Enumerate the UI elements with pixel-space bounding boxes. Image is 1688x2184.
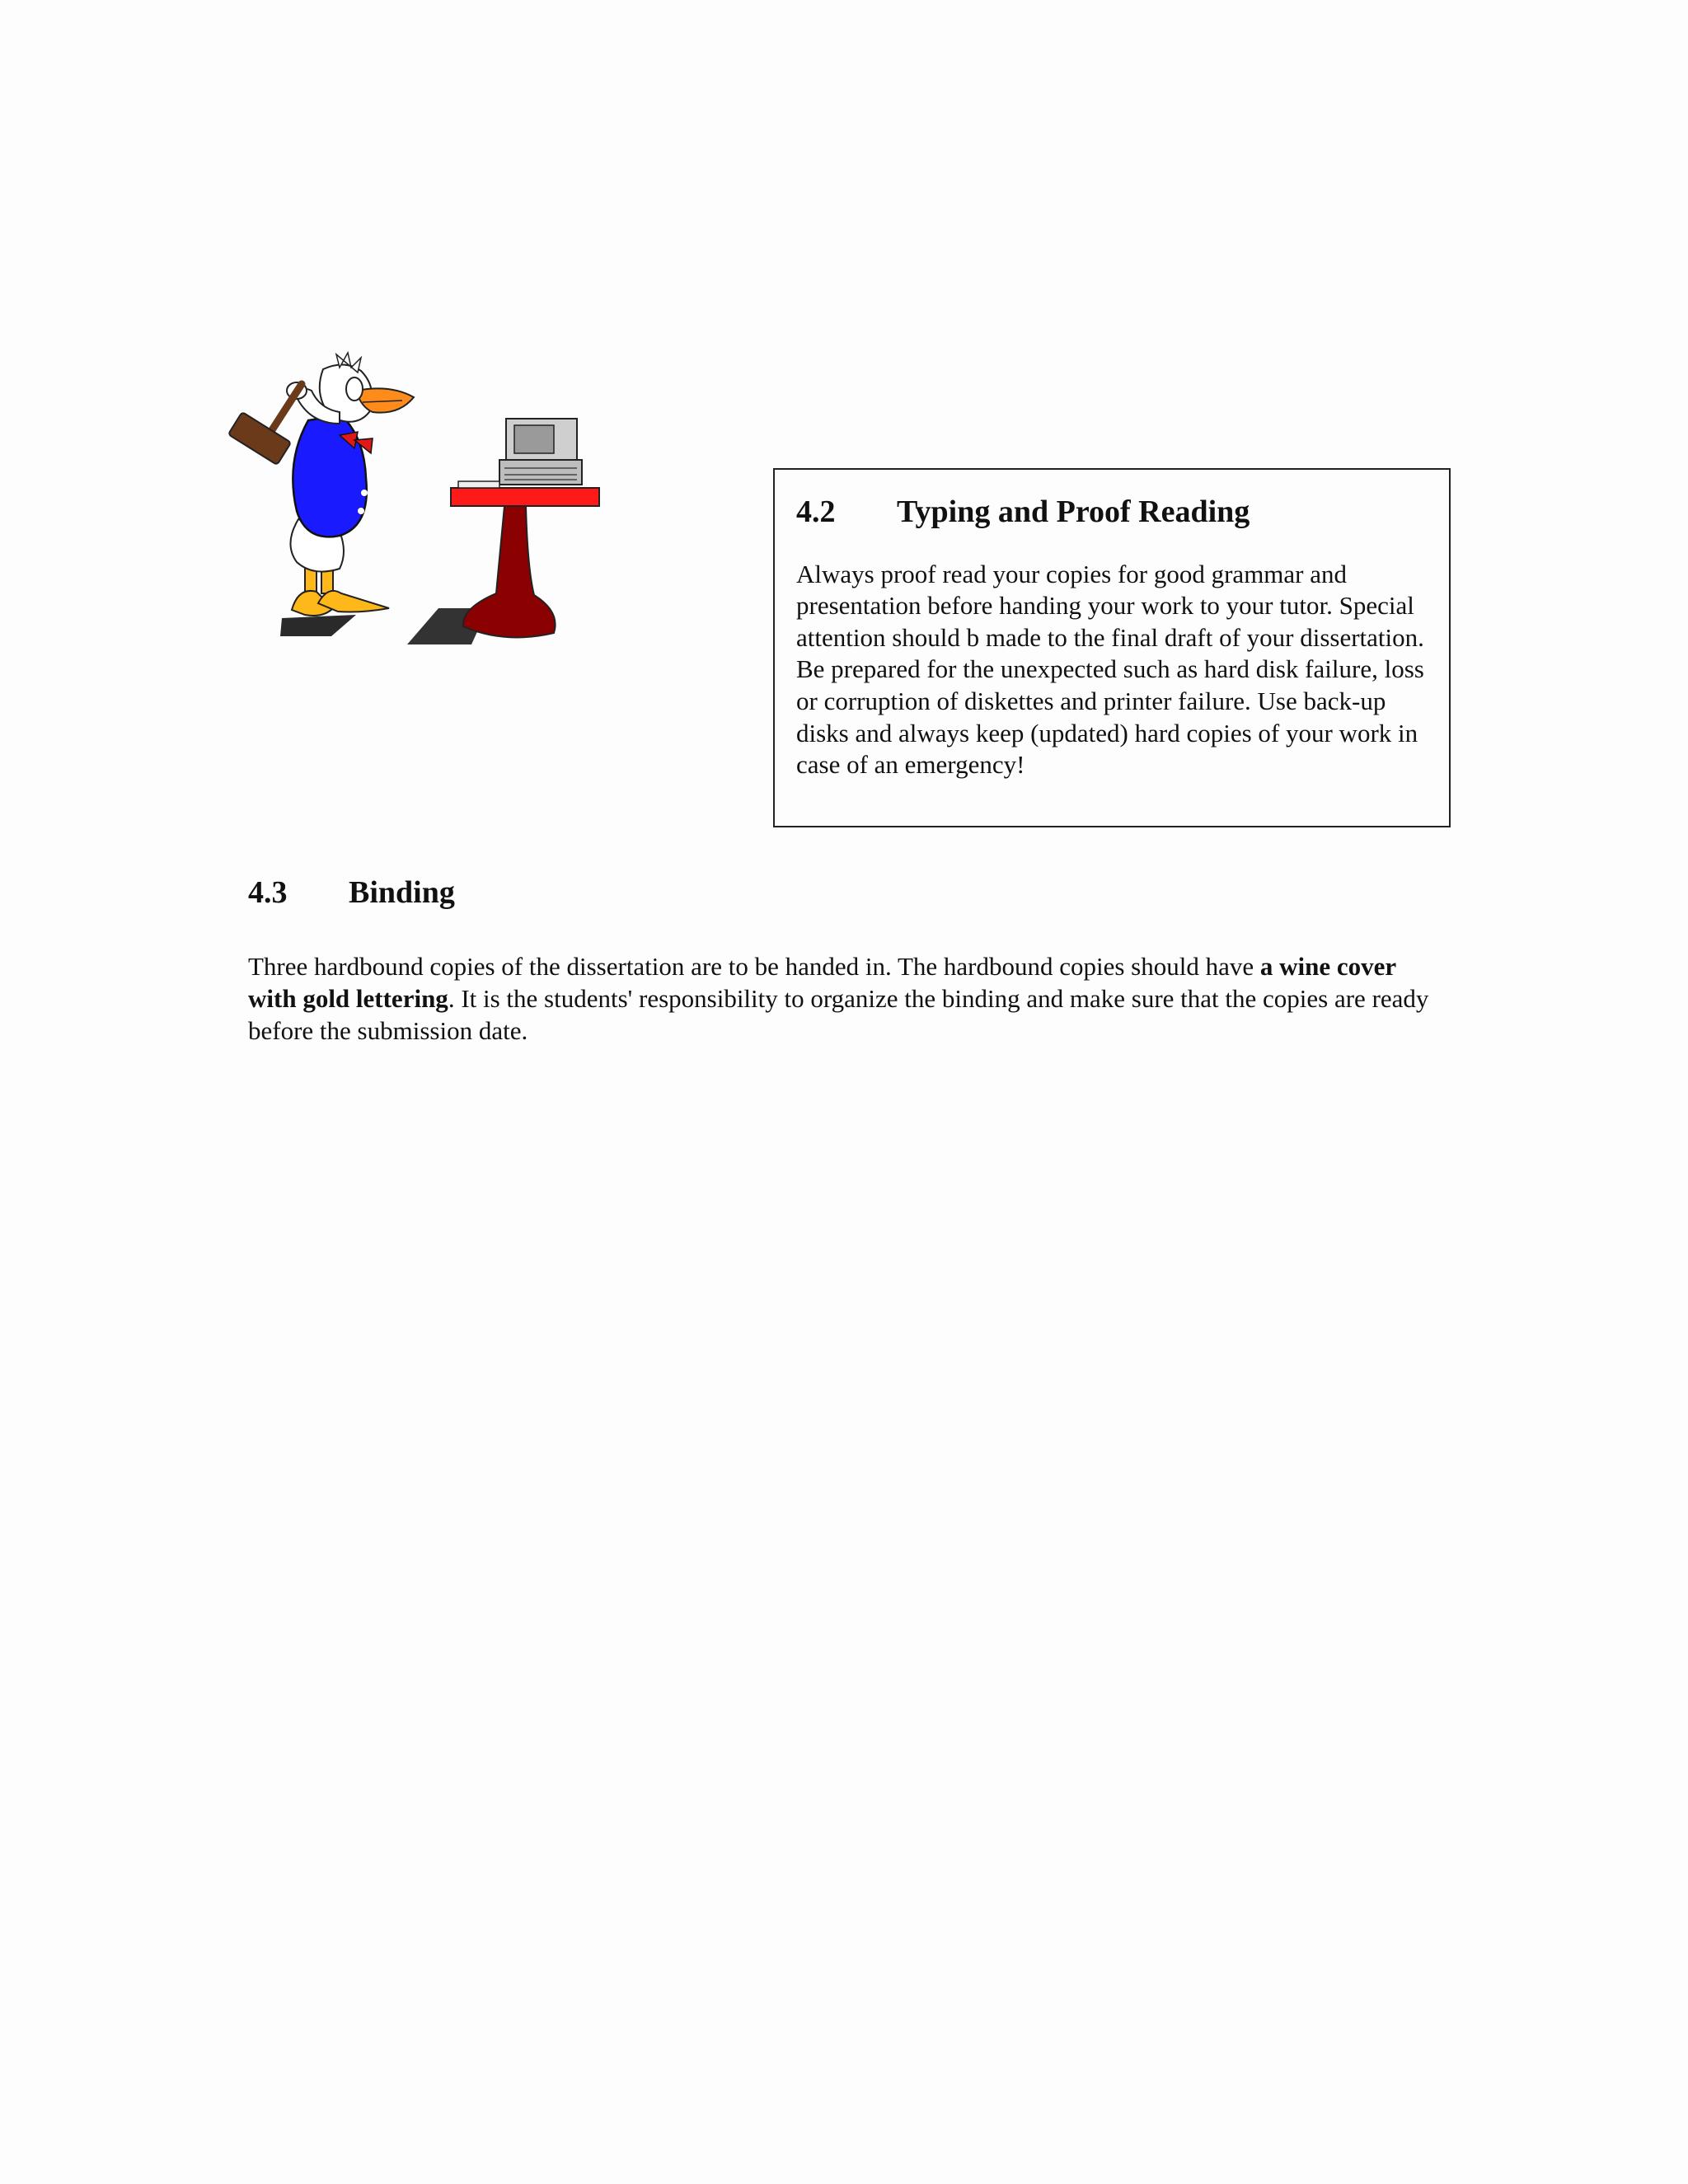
section-4-3-paragraph [248, 950, 1447, 1047]
papers [458, 481, 499, 488]
section-number: 4.3 [248, 875, 288, 910]
computer-base [499, 460, 582, 485]
paragraph-text: . It is the students' responsibility to organize the binding and make sure that the copies are ready before the submission date. [248, 984, 1429, 1045]
duck-shadow [280, 615, 356, 636]
paragraph-text: Three hardbound copies of the dissertation are to be handed in. The hardbound copies should have [248, 952, 1260, 981]
section-number: 4.2 [796, 494, 836, 529]
hammer-handle [269, 384, 302, 435]
table-stand [463, 506, 556, 637]
table-top [451, 488, 599, 506]
section-4-2-paragraph [796, 559, 1429, 781]
jacket-button [361, 490, 368, 496]
section-4-3-heading [248, 875, 455, 912]
section-4-2-box [773, 468, 1451, 827]
duck-eye [346, 377, 363, 401]
paragraph-text: Be prepared for the unexpected such as hard disk failure, loss or corruption of diskettes and printer failure. Use back-up disks and always keep (updated) hard copies of your work in case of an emergency! [796, 654, 1424, 780]
section-title: Typing and Proof Reading [897, 494, 1250, 529]
paragraph-bold-text: a wine cover with gold lettering [248, 952, 1396, 1013]
section-title: Binding [349, 875, 455, 910]
section-4-2-heading [796, 494, 1429, 531]
monitor-screen [514, 425, 554, 453]
duck-hammering-head-at-computer-icon [216, 346, 612, 659]
paragraph-text: Always proof read your copies for good grammar and presentation before handing your work to your tutor. Special attention should b made to the final draft of your dissertation. [796, 559, 1424, 652]
jacket-button [358, 508, 364, 514]
